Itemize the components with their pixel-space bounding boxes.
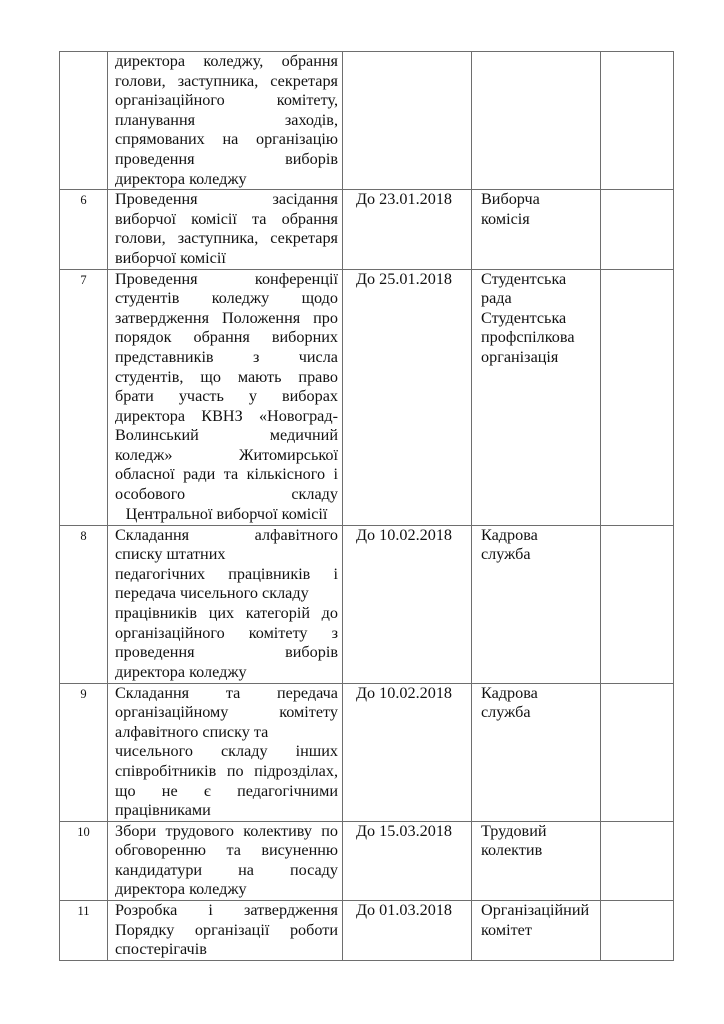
activity-line: Проведення засідання: [115, 190, 338, 209]
note-cell: [601, 683, 674, 821]
activity-line: директора коледжу: [115, 880, 247, 899]
table-row: [60, 190, 674, 269]
responsible-cell: [472, 525, 601, 683]
activity-line: особового складу: [115, 485, 338, 504]
row-number: 8: [60, 525, 108, 683]
activity-cell: [108, 52, 343, 190]
note-cell: [601, 52, 674, 190]
responsible-cell: [472, 821, 601, 900]
activity-cell: [108, 525, 343, 683]
responsible-line: служба: [481, 703, 531, 722]
activity-line: обласної ради та кількісного і: [115, 465, 338, 484]
table-row: [60, 269, 674, 525]
responsible-line: профспілкова: [481, 328, 575, 347]
activity-cell: [108, 269, 343, 525]
responsible-line: організація: [481, 347, 559, 366]
row-number: 6: [60, 190, 108, 269]
activity-line: порядок обрання виборних: [115, 328, 338, 347]
responsible-line: колектив: [481, 841, 543, 860]
activity-line: Проведення конференції: [115, 269, 338, 288]
note-cell: [601, 525, 674, 683]
deadline-cell: До 10.02.2018: [343, 525, 472, 683]
activity-line: студентів, що мають право: [115, 367, 338, 386]
activity-line: проведення виборів: [115, 643, 338, 662]
activity-line: директора коледжу, обрання: [115, 52, 338, 70]
table-row: [60, 525, 674, 683]
activity-line: виборчої комісії: [115, 248, 226, 267]
table-row: [60, 683, 674, 821]
responsible-line: Виборча: [481, 190, 540, 209]
responsible-line: Організаційний: [481, 901, 590, 920]
responsible-line: Кадрова: [481, 683, 538, 702]
activity-line: алфавітного списку та: [115, 722, 269, 741]
activity-line: організаційного комітету з: [115, 623, 338, 642]
activity-line: коледж» Житомирської: [115, 445, 338, 464]
activity-line: директора коледжу: [115, 169, 247, 188]
activity-line: організаційному комітету: [115, 703, 338, 722]
responsible-line: Студентська: [481, 269, 567, 288]
activity-cell: [108, 821, 343, 900]
activity-line: Волинський медичний: [115, 426, 338, 445]
activity-line: голови, заступника, секретаря: [115, 71, 338, 90]
responsible-cell: [472, 52, 601, 190]
activity-line: Складання та передача: [115, 683, 338, 702]
table-row: [60, 821, 674, 900]
activity-line: директора коледжу: [115, 662, 247, 681]
responsible-cell: [472, 901, 601, 961]
activity-line: організаційного комітету,: [115, 91, 338, 110]
table-row: [60, 901, 674, 961]
activity-line: Розробка і затвердження: [115, 901, 338, 920]
activity-line: що не є педагогічними: [115, 781, 338, 800]
row-number: [60, 52, 108, 190]
responsible-cell: [472, 269, 601, 525]
activity-line: обговоренню та висуненню: [115, 841, 338, 860]
election-plan-table: [59, 51, 674, 961]
responsible-line: комісія: [481, 209, 530, 228]
activity-line: виборчої комісії та обрання: [115, 209, 338, 228]
activity-line: кандидатури на посаду: [115, 860, 338, 879]
responsible-line: комітет: [481, 920, 532, 939]
activity-line: затвердження Положення про: [115, 308, 338, 327]
responsible-cell: [472, 190, 601, 269]
note-cell: [601, 269, 674, 525]
activity-line: Складання алфавітного: [115, 525, 338, 544]
responsible-line: служба: [481, 545, 531, 564]
activity-line: чисельного складу інших: [115, 742, 338, 761]
row-number: 9: [60, 683, 108, 821]
activity-line: списку штатних: [115, 545, 226, 564]
activity-line: передача чисельного складу: [115, 584, 309, 603]
deadline-cell: До 01.03.2018: [343, 901, 472, 961]
deadline-cell: [343, 52, 472, 190]
activity-line: Центральної виборчої комісії: [125, 504, 328, 523]
responsible-line: Кадрова: [481, 525, 538, 544]
responsible-line: рада: [481, 289, 512, 308]
activity-line: спостерігачів: [115, 940, 207, 959]
responsible-cell: [472, 683, 601, 821]
activity-line: спрямованих на організацію: [115, 130, 338, 149]
deadline-cell: До 15.03.2018: [343, 821, 472, 900]
activity-line: представників з числа: [115, 347, 338, 366]
responsible-line: Трудовий: [481, 821, 547, 840]
activity-cell: [108, 190, 343, 269]
activity-line: директора КВНЗ «Новоград-: [115, 406, 338, 425]
activity-line: Збори трудового колективу по: [115, 821, 338, 840]
row-number: 10: [60, 821, 108, 900]
activity-line: голови, заступника, секретаря: [115, 229, 338, 248]
activity-line: Порядку організації роботи: [115, 920, 338, 939]
row-number: 7: [60, 269, 108, 525]
deadline-cell: До 10.02.2018: [343, 683, 472, 821]
activity-line: співробітників по підрозділах,: [115, 761, 338, 780]
row-number: 11: [60, 901, 108, 961]
activity-line: планування заходів,: [115, 110, 338, 129]
activity-cell: [108, 683, 343, 821]
table-row: [60, 52, 674, 190]
note-cell: [601, 190, 674, 269]
activity-line: працівниками: [115, 801, 211, 820]
activity-line: працівників цих категорій до: [115, 603, 338, 622]
activity-line: студентів коледжу щодо: [115, 289, 338, 308]
responsible-line: Студентська: [481, 308, 567, 327]
note-cell: [601, 821, 674, 900]
deadline-cell: До 25.01.2018: [343, 269, 472, 525]
activity-cell: [108, 901, 343, 961]
table-body: [60, 52, 674, 961]
deadline-cell: До 23.01.2018: [343, 190, 472, 269]
activity-line: брати участь у виборах: [115, 387, 338, 406]
activity-line: педагогічних працівників і: [115, 564, 338, 583]
activity-line: проведення виборів: [115, 149, 338, 168]
note-cell: [601, 901, 674, 961]
